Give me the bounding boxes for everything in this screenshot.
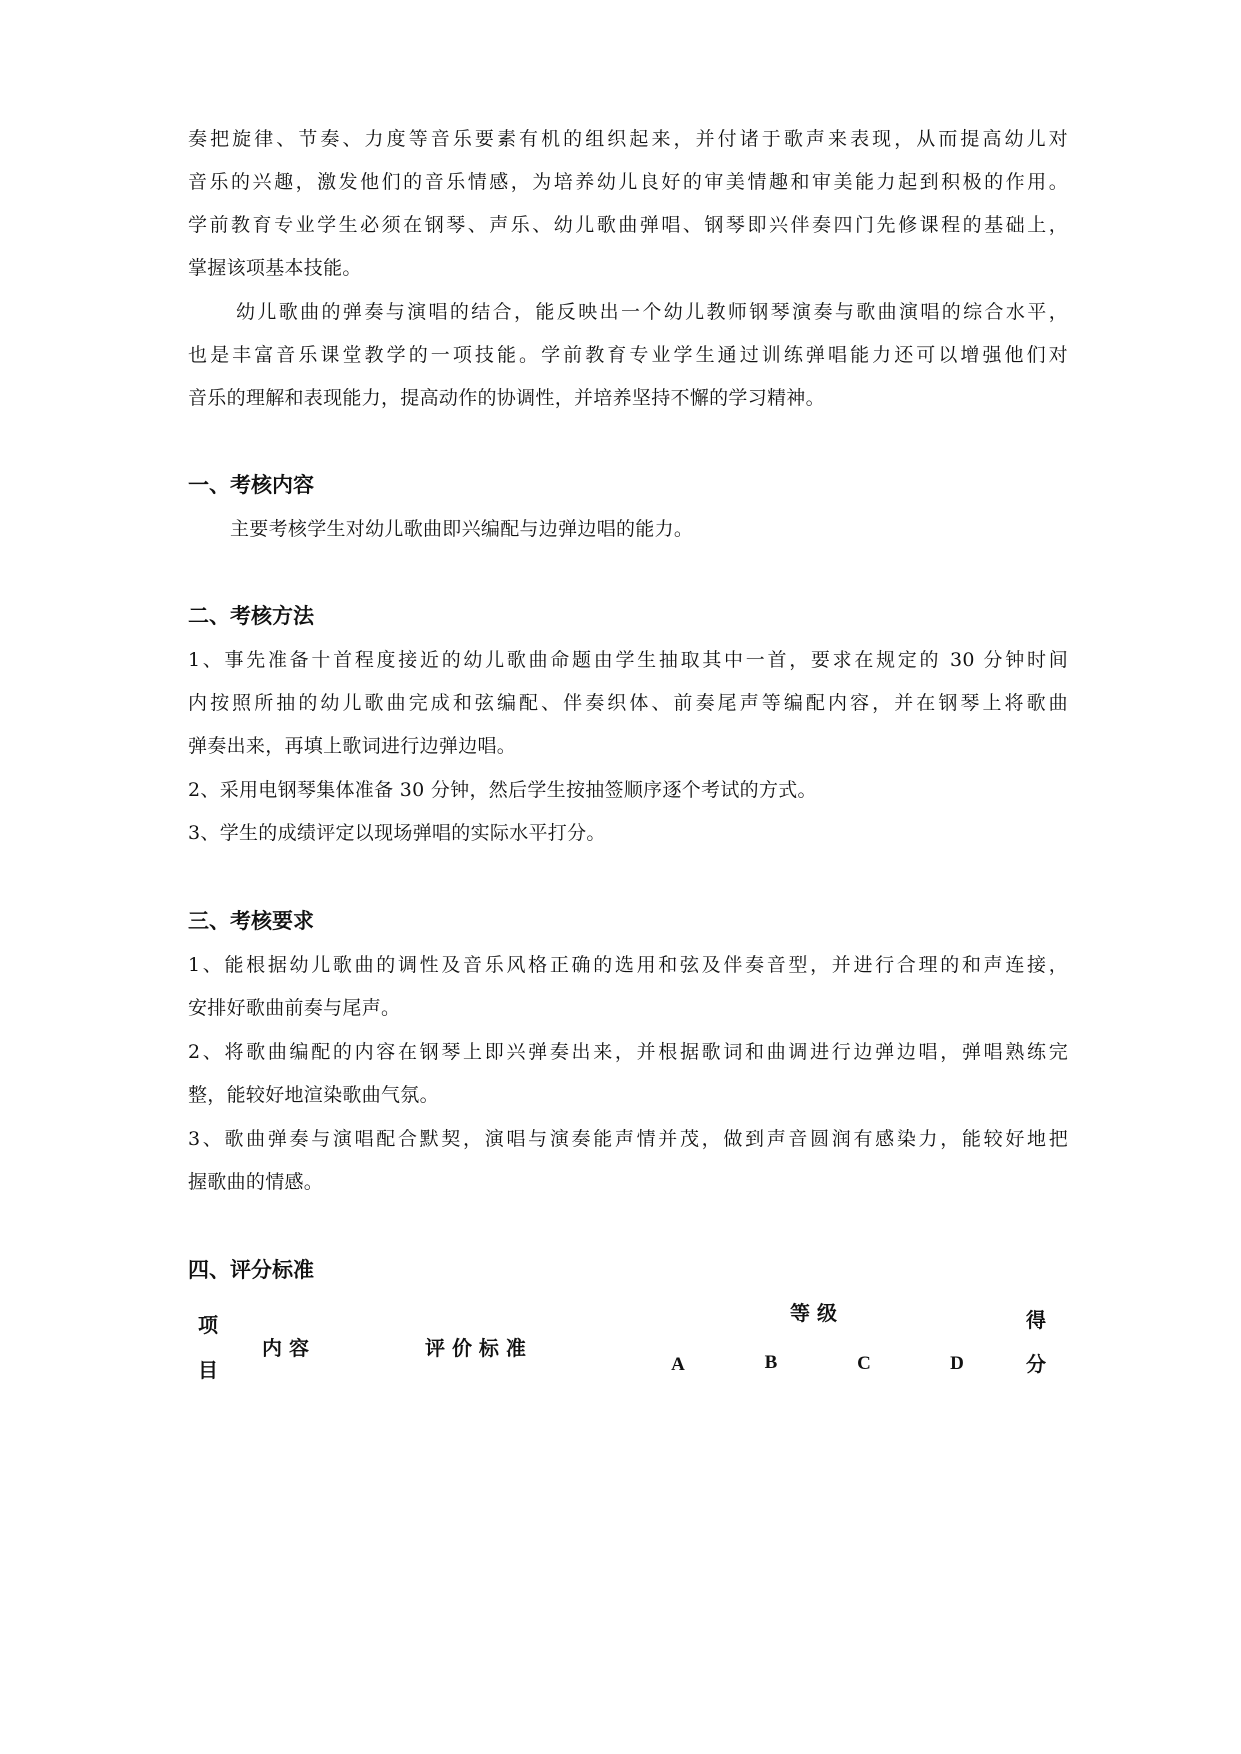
intro-p1-line-4: 掌握该项基本技能。 <box>188 257 362 279</box>
section-3-line-4: 整，能较好地渲染歌曲气氛。 <box>188 1084 439 1106</box>
th-grade-a: A <box>671 1354 685 1375</box>
intro-p1-line-2: 音乐的兴趣，激发他们的音乐情感，为培养幼儿良好的审美情趣和审美能力起到积极的作用。 <box>188 171 1068 193</box>
section-3-line-2: 安排好歌曲前奏与尾声。 <box>188 997 401 1019</box>
section-3-line-3: 2、将歌曲编配的内容在钢琴上即兴弹奏出来，并根据歌词和曲调进行边弹边唱，弹唱熟练完 <box>188 1041 1068 1063</box>
th-grade-d: D <box>950 1353 964 1374</box>
section-2-line-1: 1、事先准备十首程度接近的幼儿歌曲命题由学生抽取其中一首，要求在规定的 30 分钟时间 <box>188 649 1068 671</box>
section-2-line-4: 2、采用电钢琴集体准备 30 分钟，然后学生按抽签顺序逐个考试的方式。 <box>188 779 817 801</box>
intro-p1-line-1: 奏把旋律、节奏、力度等音乐要素有机的组织起来，并付诸于歌声来表现，从而提高幼儿对 <box>188 128 1068 150</box>
intro-p1-line-3: 学前教育专业学生必须在钢琴、声乐、幼儿歌曲弹唱、钢琴即兴伴奏四门先修课程的基础上， <box>188 214 1068 236</box>
th-content: 内 容 <box>262 1336 309 1360</box>
intro-p2-line-2: 也是丰富音乐课堂教学的一项技能。学前教育专业学生通过训练弹唱能力还可以增强他们对 <box>188 344 1068 366</box>
th-score-line-2: 分 <box>1026 1352 1046 1376</box>
section-3-heading: 三、考核要求 <box>188 909 314 933</box>
section-2-heading: 二、考核方法 <box>188 604 314 628</box>
th-item-line-2: 目 <box>198 1358 218 1382</box>
th-grade-b: B <box>764 1352 778 1373</box>
section-3-line-6: 握歌曲的情感。 <box>188 1171 324 1193</box>
th-score-line-1: 得 <box>1026 1308 1046 1332</box>
section-1-line-1: 主要考核学生对幼儿歌曲即兴编配与边弹边唱的能力。 <box>230 518 694 540</box>
intro-p2-line-3: 音乐的理解和表现能力，提高动作的协调性，并培养坚持不懈的学习精神。 <box>188 387 825 409</box>
section-1-heading: 一、考核内容 <box>188 473 314 497</box>
section-2-line-2: 内按照所抽的幼儿歌曲完成和弦编配、伴奏织体、前奏尾声等编配内容，并在钢琴上将歌曲 <box>188 692 1068 714</box>
section-4-heading: 四、评分标准 <box>188 1258 314 1282</box>
th-item-line-1: 项 <box>198 1313 218 1337</box>
th-grade: 等 级 <box>790 1301 837 1325</box>
intro-p2-line-1: 幼儿歌曲的弹奏与演唱的结合，能反映出一个幼儿教师钢琴演奏与歌曲演唱的综合水平， <box>236 301 1068 323</box>
section-3-line-5: 3、歌曲弹奏与演唱配合默契，演唱与演奏能声情并茂，做到声音圆润有感染力，能较好地把 <box>188 1128 1068 1150</box>
section-3-line-1: 1、能根据幼儿歌曲的调性及音乐风格正确的选用和弦及伴奏音型，并进行合理的和声连接， <box>188 954 1068 976</box>
th-grade-c: C <box>857 1353 871 1374</box>
section-2-line-3: 弹奏出来，再填上歌词进行边弹边唱。 <box>188 735 517 757</box>
th-criteria: 评 价 标 准 <box>425 1336 526 1360</box>
section-2-line-5: 3、学生的成绩评定以现场弹唱的实际水平打分。 <box>188 822 606 844</box>
